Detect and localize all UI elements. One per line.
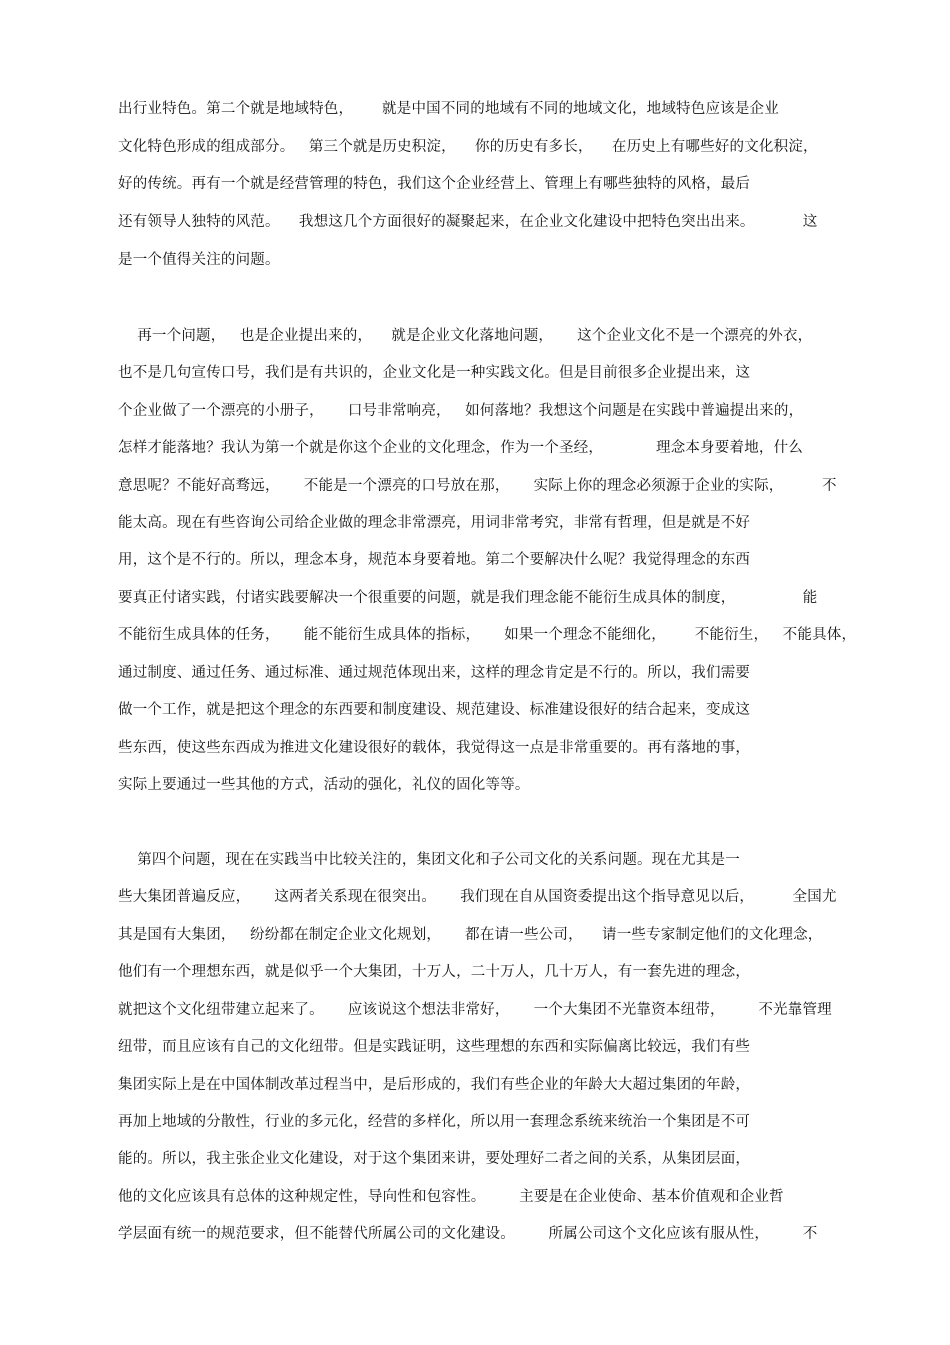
text-line: 是一个值得关注的问题。 [118, 252, 280, 268]
text-line: 些东西，使这些东西成为推进文化建设很好的载体，我觉得这一点是非常重要的。再有落地的事， [118, 740, 751, 756]
text-line: 他的文化应该具有总体的这种规定性，导向性和包容性。 主要是在企业使命、基本价值观和企业哲 [118, 1189, 784, 1205]
text-line: 个企业做了一个漂亮的小册子， 口号非常响亮， 如何落地？我想这个问题是在实践中普遍提出来的， [118, 403, 804, 419]
text-line: 他们有一个理想东西，就是似乎一个大集团，十万人，二十万人，几十万人，有一套先进的理念， [118, 964, 751, 980]
text-line: 不能衍生成具体的任务， 能不能衍生成具体的指标， 如果一个理念不能细化， 不能衍生， 不能具体， [118, 627, 857, 643]
text-line: 做一个工作，就是把这个理念的东西要和制度建设、规范建设、标准建设很好的结合起来，变成这 [118, 702, 751, 718]
text-line: 还有领导人独特的风范。 我想这几个方面很好的凝聚起来，在企业文化建设中把特色突出出来。 这 [118, 214, 818, 230]
text-line: 意思呢？不能好高骛远， 不能是一个漂亮的口号放在那， 实际上你的理念必须源于企业的实际， 不 [118, 478, 837, 494]
text-line: 学层面有统一的规范要求，但不能替代所属公司的文化建设。 所属公司这个文化应该有服从性， 不 [118, 1226, 818, 1242]
text-line: 第四个问题，现在在实践当中比较关注的，集团文化和子公司文化的关系问题。现在尤其是一 [118, 852, 740, 868]
text-line: 也不是几句宣传口号，我们是有共识的，企业文化是一种实践文化。但是目前很多企业提出来，这 [118, 365, 751, 381]
text-line: 要真正付诸实践，付诸实践要解决一个很重要的问题，就是我们理念能不能衍生成具体的制度， 能 [118, 590, 818, 606]
text-line: 能的。所以，我主张企业文化建设，对于这个集团来讲，要处理好二者之间的关系，从集团层面， [118, 1151, 751, 1167]
text-line: 怎样才能落地？我认为第一个就是你这个企业的文化理念，作为一个圣经， 理念本身要着地，什么 [118, 440, 803, 456]
text-line: 集团实际上是在中国体制改革过程当中，是后形成的，我们有些企业的年龄大大超过集团的年龄， [118, 1077, 751, 1093]
text-line: 能太高。现在有些咨询公司给企业做的理念非常漂亮，用词非常考究，非常有哲理，但是就是不好 [118, 515, 751, 531]
text-line: 其是国有大集团， 纷纷都在制定企业文化规划， 都在请一些公司， 请一些专家制定他们的文化理念， [118, 927, 823, 943]
text-line: 再加上地域的分散性，行业的多元化，经营的多样化，所以用一套理念系统来统治一个集团是不可 [118, 1114, 751, 1130]
text-line: 纽带，而且应该有自己的文化纽带。但是实践证明，这些理想的东西和实际偏离比较远，我们有些 [118, 1039, 751, 1055]
text-line: 就把这个文化纽带建立起来了。 应该说这个想法非常好， 一个大集团不光靠资本纽带， 不光靠管理 [118, 1002, 832, 1018]
text-line: 实际上要通过一些其他的方式，活动的强化，礼仪的固化等等。 [118, 777, 530, 793]
text-line: 些大集团普遍反应， 这两者关系现在很突出。 我们现在自从国资委提出这个指导意见以后， 全国尤 [118, 889, 837, 905]
text-line: 出行业特色。第二个就是地域特色， 就是中国不同的地域有不同的地域文化，地域特色应该是企业 [118, 101, 779, 117]
text-line: 好的传统。再有一个就是经营管理的特色，我们这个企业经营上、管理上有哪些独特的风格，最后 [118, 176, 751, 192]
text-line: 文化特色形成的组成部分。 第三个就是历史积淀， 你的历史有多长， 在历史上有哪些好的文化积淀， [118, 139, 818, 155]
text-line: 用，这个是不行的。所以，理念本身，规范本身要着地。第二个要解决什么呢？我觉得理念的东西 [118, 552, 751, 568]
text-line: 再一个问题， 也是企业提出来的， 就是企业文化落地问题， 这个企业文化不是一个漂亮的外衣， [118, 328, 813, 344]
text-line: 通过制度、通过任务、通过标准、通过规范体现出来，这样的理念肯定是不行的。所以，我们需要 [118, 665, 751, 681]
